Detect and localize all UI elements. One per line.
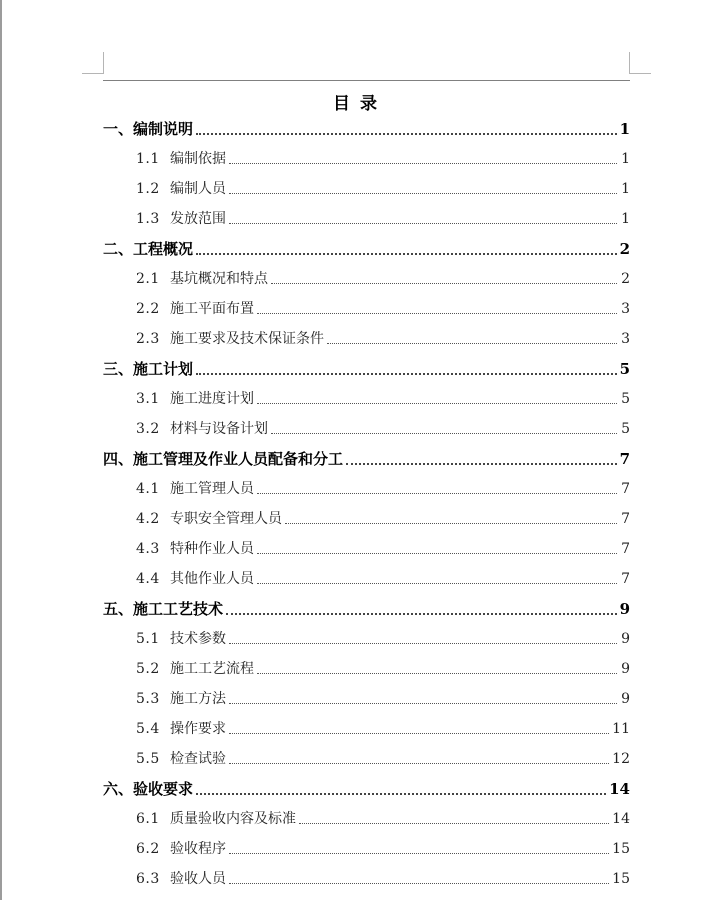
toc-chapter-entry[interactable] <box>103 594 630 624</box>
toc-section-entry[interactable] <box>136 144 630 174</box>
toc-entry-number: 3.2 <box>136 421 160 437</box>
dot-leader <box>257 312 617 314</box>
dot-leader <box>226 612 617 615</box>
toc-section-entry[interactable] <box>136 714 630 744</box>
dot-leader <box>285 522 617 524</box>
toc-entry-title: 质量验收内容及标准 <box>170 811 296 827</box>
toc-section-entry[interactable] <box>136 504 630 534</box>
toc-page-number: 7 <box>621 541 630 557</box>
toc-entry-number: 一、 <box>103 120 134 138</box>
dot-leader <box>229 852 609 854</box>
toc-section-entry[interactable] <box>136 174 630 204</box>
toc-entry-number: 5.3 <box>136 691 160 707</box>
toc-entry-number: 1.1 <box>136 151 160 167</box>
toc-entry-number: 三、 <box>103 360 134 378</box>
toc-section-entry[interactable] <box>136 684 630 714</box>
toc-entry-title: 验收人员 <box>170 871 226 887</box>
toc-page-number: 5 <box>621 421 630 437</box>
toc-entry-title: 施工进度计划 <box>170 391 254 407</box>
dot-leader <box>196 132 617 135</box>
toc-entry-title: 特种作业人员 <box>170 541 254 557</box>
toc-entry-number: 5.5 <box>136 751 160 767</box>
toc-section-entry[interactable] <box>136 384 630 414</box>
toc-entry-number: 5.4 <box>136 721 160 737</box>
toc-page-number: 9 <box>621 661 630 677</box>
dot-leader <box>196 372 617 375</box>
toc-entry-number: 2.3 <box>136 331 160 347</box>
toc-page-number: 11 <box>612 721 630 737</box>
dot-leader <box>229 882 609 884</box>
toc-entry-title: 施工管理人员 <box>170 481 254 497</box>
crop-mark-top-left-v <box>103 52 104 74</box>
toc-entry-number: 4.3 <box>136 541 160 557</box>
toc-title: 目录 <box>333 94 387 114</box>
toc-section-entry[interactable] <box>136 564 630 594</box>
dot-leader <box>229 702 617 704</box>
toc-entry-title: 施工要求及技术保证条件 <box>170 331 324 347</box>
toc-page-number: 2 <box>619 240 630 258</box>
toc-section-entry[interactable] <box>136 834 630 864</box>
toc-chapter-entry[interactable] <box>103 234 630 264</box>
toc-page-number: 1 <box>621 211 630 227</box>
toc-entry-title: 施工平面布置 <box>170 301 254 317</box>
toc-entry-number: 6.3 <box>136 871 160 887</box>
toc-section-entry[interactable] <box>136 654 630 684</box>
toc-entry-title: 验收程序 <box>170 841 226 857</box>
toc-page-number: 15 <box>612 871 630 887</box>
toc-entry-number: 1.2 <box>136 181 160 197</box>
toc-entry-title: 发放范围 <box>170 211 226 227</box>
toc-section-entry[interactable] <box>136 414 630 444</box>
dot-leader <box>346 462 617 465</box>
toc-entry-number: 4.1 <box>136 481 160 497</box>
toc-page-number: 3 <box>621 301 630 317</box>
toc-page-number: 5 <box>621 391 630 407</box>
toc-entry-number: 5.1 <box>136 631 160 647</box>
toc-page-number: 14 <box>609 780 630 798</box>
toc-entry-title: 操作要求 <box>170 721 226 737</box>
toc-section-entry[interactable] <box>136 324 630 354</box>
toc-entry-title: 施工计划 <box>133 360 194 378</box>
dot-leader <box>327 342 617 344</box>
dot-leader <box>229 642 617 644</box>
toc-page-number: 3 <box>621 331 630 347</box>
toc-page-number: 15 <box>612 841 630 857</box>
toc-entry-title: 验收要求 <box>133 780 194 798</box>
toc-entry-number: 3.1 <box>136 391 160 407</box>
toc-page-number: 1 <box>621 151 630 167</box>
toc-entry-title: 工程概况 <box>133 240 194 258</box>
dot-leader <box>257 672 617 674</box>
toc-entry-number: 六、 <box>103 780 134 798</box>
crop-mark-top-left-h <box>82 73 104 74</box>
dot-leader <box>257 582 617 584</box>
toc-entry-number: 6.2 <box>136 841 160 857</box>
toc-page-number: 7 <box>621 481 630 497</box>
crop-mark-top-right-v <box>629 52 630 74</box>
dot-leader <box>196 792 606 795</box>
dot-leader <box>229 192 617 194</box>
toc-section-entry[interactable] <box>136 474 630 504</box>
toc-entry-number: 2.2 <box>136 301 160 317</box>
toc-chapter-entry[interactable] <box>103 354 630 384</box>
dot-leader <box>257 492 617 494</box>
toc-page-number: 14 <box>612 811 630 827</box>
toc-entry-title: 施工管理及作业人员配备和分工 <box>133 450 344 468</box>
toc-entry-title: 其他作业人员 <box>170 571 254 587</box>
toc-entry-number: 二、 <box>103 240 134 258</box>
toc-entry-title: 材料与设备计划 <box>170 421 268 437</box>
toc-entry-title: 基坑概况和特点 <box>170 271 268 287</box>
toc-page-number: 12 <box>612 751 630 767</box>
toc-section-entry[interactable] <box>136 744 630 774</box>
toc-section-entry[interactable] <box>136 864 630 894</box>
dot-leader <box>229 732 609 734</box>
toc-chapter-entry[interactable] <box>103 114 630 144</box>
dot-leader <box>271 282 617 284</box>
toc-entry-number: 四、 <box>103 450 134 468</box>
page-left-edge <box>0 0 2 900</box>
toc-entry-title: 检查试验 <box>170 751 226 767</box>
dot-leader <box>257 552 617 554</box>
dot-leader <box>229 162 617 164</box>
toc-entry-number: 1.3 <box>136 211 160 227</box>
dot-leader <box>196 252 617 255</box>
toc-page-number: 9 <box>621 691 630 707</box>
toc-section-entry[interactable] <box>136 294 630 324</box>
toc-entry-title: 施工工艺技术 <box>133 600 224 618</box>
toc-entry-title: 编制依据 <box>170 151 226 167</box>
toc-page-number: 1 <box>621 181 630 197</box>
dot-leader <box>299 822 609 824</box>
toc-page-number: 7 <box>619 450 630 468</box>
toc-page-number: 7 <box>621 511 630 527</box>
toc-entry-title: 施工工艺流程 <box>170 661 254 677</box>
toc-section-entry[interactable] <box>136 624 630 654</box>
toc-entry-title: 技术参数 <box>170 631 226 647</box>
toc-page-number: 7 <box>621 571 630 587</box>
toc-page-number: 9 <box>619 600 630 618</box>
dot-leader <box>229 762 609 764</box>
toc-page-number: 5 <box>619 360 630 378</box>
dot-leader <box>229 222 617 224</box>
toc-entry-number: 6.1 <box>136 811 160 827</box>
toc-section-entry[interactable] <box>136 804 630 834</box>
toc-section-entry[interactable] <box>136 534 630 564</box>
crop-mark-top-right-h <box>629 73 651 74</box>
toc-page-number: 1 <box>619 120 630 138</box>
toc-chapter-entry[interactable] <box>103 444 630 474</box>
toc-entry-number: 五、 <box>103 600 134 618</box>
toc-page-number: 9 <box>621 631 630 647</box>
toc-entry-number: 5.2 <box>136 661 160 677</box>
toc-section-entry[interactable] <box>136 264 630 294</box>
toc-entry-number: 4.2 <box>136 511 160 527</box>
header-rule <box>103 80 630 81</box>
toc-page-number: 2 <box>621 271 630 287</box>
toc-chapter-entry[interactable] <box>103 774 630 804</box>
toc-entry-title: 施工方法 <box>170 691 226 707</box>
toc-entry-number: 2.1 <box>136 271 160 287</box>
toc-section-entry[interactable] <box>136 204 630 234</box>
dot-leader <box>271 432 617 434</box>
toc-entry-title: 编制人员 <box>170 181 226 197</box>
dot-leader <box>257 402 617 404</box>
toc-entry-title: 编制说明 <box>133 120 194 138</box>
toc-entry-number: 4.4 <box>136 571 160 587</box>
toc-entry-title: 专职安全管理人员 <box>170 511 282 527</box>
